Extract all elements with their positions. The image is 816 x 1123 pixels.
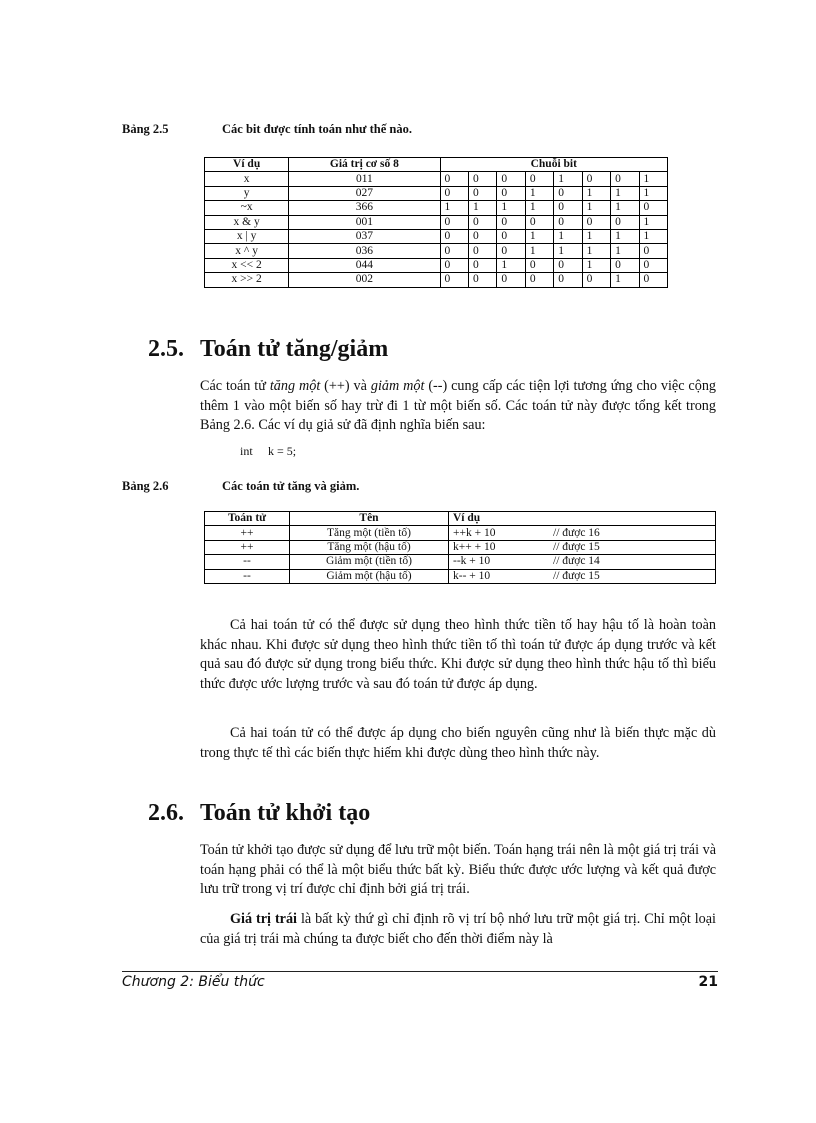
cell-bit: 0 (582, 273, 610, 287)
cell-example: x & y (205, 215, 289, 229)
cell-bit: 0 (554, 273, 582, 287)
cell-bit: 0 (440, 186, 468, 200)
cell-example: x (205, 172, 289, 186)
example-expression: ++k + 10 (453, 526, 496, 539)
cell-bit: 1 (468, 201, 496, 215)
table-2-6-title: Các toán tử tăng và giảm. (222, 479, 360, 493)
cell-bit: 1 (497, 258, 525, 272)
table-row (205, 215, 668, 229)
cell-operator: ++ (205, 526, 290, 540)
cell-name: Giảm một (tiền tố) (290, 555, 449, 569)
cell-bit: 0 (582, 215, 610, 229)
cell-bit: 0 (440, 172, 468, 186)
cell-octal: 002 (289, 273, 440, 287)
cell-bit: 1 (554, 229, 582, 243)
cell-bit: 0 (525, 273, 553, 287)
cell-bit: 0 (554, 215, 582, 229)
cell-operator: ++ (205, 540, 290, 554)
cell-bit: 0 (468, 273, 496, 287)
text-run: là bất kỳ thứ gì chỉ định rõ vị trí bộ nhớ lưu trữ một giá trị. Chỉ một loại của giá trị trái mà chúng ta được biết cho đến thời điểm này là (200, 911, 717, 947)
page-number: 21 (698, 974, 718, 990)
cell-bit: 0 (468, 215, 496, 229)
table-header-row (205, 512, 716, 526)
paragraph-assignment-intro: Toán tử khởi tạo được sử dụng để lưu trữ một biến. Toán hạng trái nên là một giá trị trái và toán hạng phải có thể là một biểu thức bất kỳ. Biểu thức được ước lượng và kết quả được lưu trữ trong vị trí được chỉ định bởi giá trị trái. (200, 842, 716, 897)
cell-example: x ^ y (205, 244, 289, 258)
table-row (205, 258, 668, 272)
table-row (205, 201, 668, 215)
section-number: 2.6. (148, 800, 184, 826)
cell-bit: 1 (582, 258, 610, 272)
header-name: Tên (290, 512, 449, 526)
cell-bit: 1 (554, 172, 582, 186)
footer-divider (122, 971, 718, 972)
cell-bit: 0 (440, 244, 468, 258)
cell-name: Tăng một (tiền tố) (290, 526, 449, 540)
code-snippet (240, 444, 296, 459)
paragraph-prefix-postfix: Cả hai toán tử có thể được sử dụng theo hình thức tiền tố hay hậu tố là hoàn toàn khác nhau. Khi được sử dụng theo hình thức tiền tố thì toán tử được áp dụng trước và kết quả sau đó được sử dụng trong biểu thức. Khi được sử dụng theo hình thức hậu tố thì biểu thức được ước lượng trước và sau đó toán tử được áp dụng. (200, 617, 716, 692)
cell-bit: 1 (497, 201, 525, 215)
cell-octal: 036 (289, 244, 440, 258)
cell-octal: 366 (289, 201, 440, 215)
cell-bit: 1 (582, 244, 610, 258)
cell-octal: 027 (289, 186, 440, 200)
table-row (205, 540, 716, 554)
cell-bit: 0 (497, 172, 525, 186)
cell-bit: 1 (611, 244, 639, 258)
cell-bit: 1 (611, 273, 639, 287)
cell-bit: 0 (468, 229, 496, 243)
cell-example (449, 555, 716, 569)
table-row (205, 172, 668, 186)
cell-bit: 1 (639, 215, 668, 229)
cell-bit: 0 (440, 215, 468, 229)
cell-operator: -- (205, 569, 290, 583)
cell-octal: 001 (289, 215, 440, 229)
cell-bit: 0 (611, 172, 639, 186)
cell-example (449, 540, 716, 554)
example-expression: --k + 10 (453, 555, 491, 568)
section-title: Toán tử khởi tạo (200, 800, 371, 826)
table-2-5-title: Các bit được tính toán như thế nào. (222, 122, 413, 136)
cell-bit: 0 (525, 215, 553, 229)
cell-bit: 0 (440, 273, 468, 287)
example-result: // được 15 (553, 569, 600, 582)
cell-bit: 1 (582, 201, 610, 215)
cell-bit: 0 (611, 215, 639, 229)
example-result: // được 16 (553, 526, 600, 539)
inc-dec-table (204, 511, 716, 584)
table-row (205, 273, 668, 287)
cell-example: ~x (205, 201, 289, 215)
table-row (205, 526, 716, 540)
term-lvalue: Giá trị trái (230, 911, 298, 927)
cell-bit: 0 (611, 258, 639, 272)
section-number: 2.5. (148, 336, 184, 362)
cell-bit: 1 (525, 201, 553, 215)
table-row (205, 244, 668, 258)
cell-bit: 0 (554, 201, 582, 215)
cell-bit: 1 (611, 229, 639, 243)
cell-bit: 0 (440, 229, 468, 243)
table-header-row (205, 158, 668, 172)
example-result: // được 14 (553, 555, 600, 568)
cell-bit: 0 (440, 258, 468, 272)
term-increment: tăng một (269, 378, 321, 394)
cell-octal: 037 (289, 229, 440, 243)
table-row (205, 555, 716, 569)
cell-bit: 0 (639, 273, 668, 287)
text-run: (--) cung cấp các tiện lợi tương ứng cho việc cộng thêm 1 vào một biến số hay trừ đi 1 từ một biến số. Các toán tử này được tổng kết trong Bảng 2.6. Các ví dụ giả sử đã định nghĩa biến sau: (200, 378, 717, 433)
cell-bit: 0 (497, 244, 525, 258)
cell-bit: 0 (525, 172, 553, 186)
cell-name: Tăng một (hậu tố) (290, 540, 449, 554)
cell-bit: 1 (525, 229, 553, 243)
table-row (205, 186, 668, 200)
cell-octal: 011 (289, 172, 440, 186)
section-heading-2-5 (148, 336, 388, 363)
cell-bit: 0 (468, 258, 496, 272)
table-row (205, 569, 716, 583)
header-octal: Giá trị cơ số 8 (289, 158, 440, 172)
cell-bit: 0 (468, 244, 496, 258)
cell-bit: 0 (497, 273, 525, 287)
paragraph-lvalue (200, 910, 716, 949)
cell-bit: 1 (440, 201, 468, 215)
cell-bit: 0 (582, 172, 610, 186)
cell-bit: 0 (468, 172, 496, 186)
cell-operator: -- (205, 555, 290, 569)
table-2-5-label: Bảng 2.5 (122, 122, 169, 136)
cell-bit: 0 (639, 258, 668, 272)
cell-octal: 044 (289, 258, 440, 272)
cell-bit: 1 (554, 244, 582, 258)
paragraph-inc-dec-intro (200, 377, 716, 436)
code-keyword: int (240, 444, 253, 458)
bitwise-table (204, 157, 668, 288)
cell-example: x >> 2 (205, 273, 289, 287)
cell-bit: 0 (468, 186, 496, 200)
example-expression: k++ + 10 (453, 540, 496, 553)
term-decrement: giảm một (370, 378, 425, 394)
header-example: Ví dụ (205, 158, 289, 172)
text-run: (++) và (320, 378, 371, 394)
section-heading-2-6 (148, 800, 370, 827)
code-statement: k = 5; (268, 444, 297, 458)
text-run: Các toán tử (200, 378, 270, 394)
table-2-5-caption (122, 122, 412, 137)
cell-example (449, 569, 716, 583)
cell-bit: 1 (639, 186, 668, 200)
cell-bit: 1 (525, 186, 553, 200)
cell-bit: 0 (497, 215, 525, 229)
cell-bit: 0 (639, 244, 668, 258)
header-operator: Toán tử (205, 512, 290, 526)
cell-bit: 1 (639, 172, 668, 186)
cell-example: x << 2 (205, 258, 289, 272)
paragraph-int-real: Cả hai toán tử có thể được áp dụng cho biến nguyên cũng như là biến thực mặc dù trong thực tế thì các biến thực hiếm khi được dùng theo hình thức này. (200, 725, 716, 761)
example-expression: k-- + 10 (453, 569, 491, 582)
cell-bit: 1 (611, 201, 639, 215)
cell-example (449, 526, 716, 540)
header-bit-string: Chuỗi bit (440, 158, 667, 172)
cell-bit: 1 (582, 186, 610, 200)
cell-bit: 1 (611, 186, 639, 200)
cell-bit: 0 (497, 229, 525, 243)
cell-name: Giảm một (hậu tố) (290, 569, 449, 583)
header-example: Ví dụ (449, 512, 716, 526)
cell-bit: 1 (639, 229, 668, 243)
example-result: // được 15 (553, 540, 600, 553)
section-title: Toán tử tăng/giảm (200, 336, 389, 362)
cell-bit: 0 (554, 186, 582, 200)
table-2-6-caption (122, 479, 359, 494)
table-row (205, 229, 668, 243)
cell-example: x | y (205, 229, 289, 243)
cell-bit: 0 (554, 258, 582, 272)
cell-bit: 1 (582, 229, 610, 243)
cell-bit: 0 (639, 201, 668, 215)
table-2-6-label: Bảng 2.6 (122, 479, 169, 493)
cell-example: y (205, 186, 289, 200)
cell-bit: 0 (525, 258, 553, 272)
cell-bit: 1 (525, 244, 553, 258)
cell-bit: 0 (497, 186, 525, 200)
footer-chapter: Chương 2: Biểu thức (122, 974, 265, 990)
